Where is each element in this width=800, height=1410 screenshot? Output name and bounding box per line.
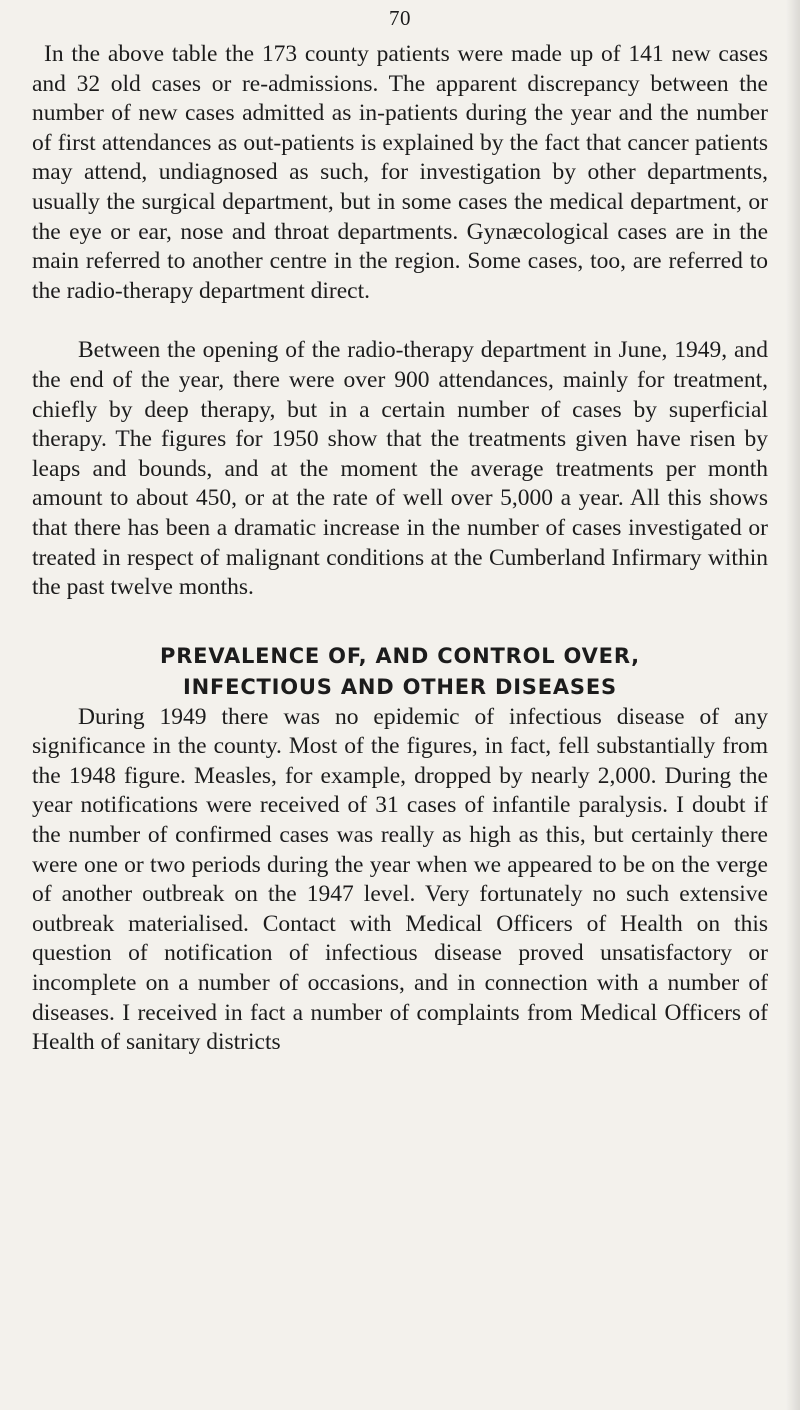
page-edge-shadow — [786, 0, 800, 1410]
page-number: 70 — [389, 6, 411, 30]
section-heading — [32, 641, 768, 703]
page-body — [32, 40, 768, 1058]
paragraph-radio-therapy: Between the opening of the radio-therapy department in June, 1949, and the end of the year, there were over 900 attendances, mainly for treatment, chiefly by deep therapy, but in a certain number of cases by superficial therapy. The figures for 1950 show that the treatments given have risen by leaps and bounds, and at the moment the average treatments per month amount to about 450, or at the rate of well over 5,000 a year. All this shows that there has been a dramatic increase in the number of cases investigated or treated in respect of malignant conditions at the Cumberland Infirmary within the past twelve months. — [32, 337, 768, 601]
paragraph-spacer — [32, 306, 768, 336]
paragraph-infectious-disease: During 1949 there was no epidemic of infectious disease of any significance in the county. Most of the figures, in fact, fell substantially from the 1948 figure. Measles, for example, dropped by nearly 2,000. During the year notifications were received of 31 cases of infantile paralysis. I doubt if the number of confirmed cases was really as high as this, but certainly there were one or two periods during the year when we appeared to be on the verge of another outbreak on the 1947 level. Very fortunately no such extensive outbreak materialised. Contact with Medical Officers of Health on this question of notification of infectious disease proved unsatisfactory or incomplete on a number of occasions, and in connection with a number of diseases. I received in fact a number of complaints from Medical Officers of Health of sanitary districts — [32, 703, 768, 1056]
paragraph-cancer-patients: In the above table the 173 county patients were made up of 141 new cases and 32 old cases or re-admissions. The apparent discrepancy between the number of new cases admitted as in-patients during the year and the number of first attendances as out-patients is explained by the fact that cancer patients may attend, undiagnosed as such, for investigation by other departments, usually the surgical department, but in some cases the medical department, or the eye or ear, nose and throat departments. Gynæcological cases are in the main referred to another centre in the region. Some cases, too, are referred to the radio-therapy department direct. — [32, 41, 768, 304]
heading-spacer — [32, 603, 768, 641]
section-heading-line-2: INFECTIOUS AND OTHER DISEASES — [183, 674, 617, 699]
section-heading-line-1: PREVALENCE OF, AND CONTROL OVER, — [160, 643, 640, 668]
